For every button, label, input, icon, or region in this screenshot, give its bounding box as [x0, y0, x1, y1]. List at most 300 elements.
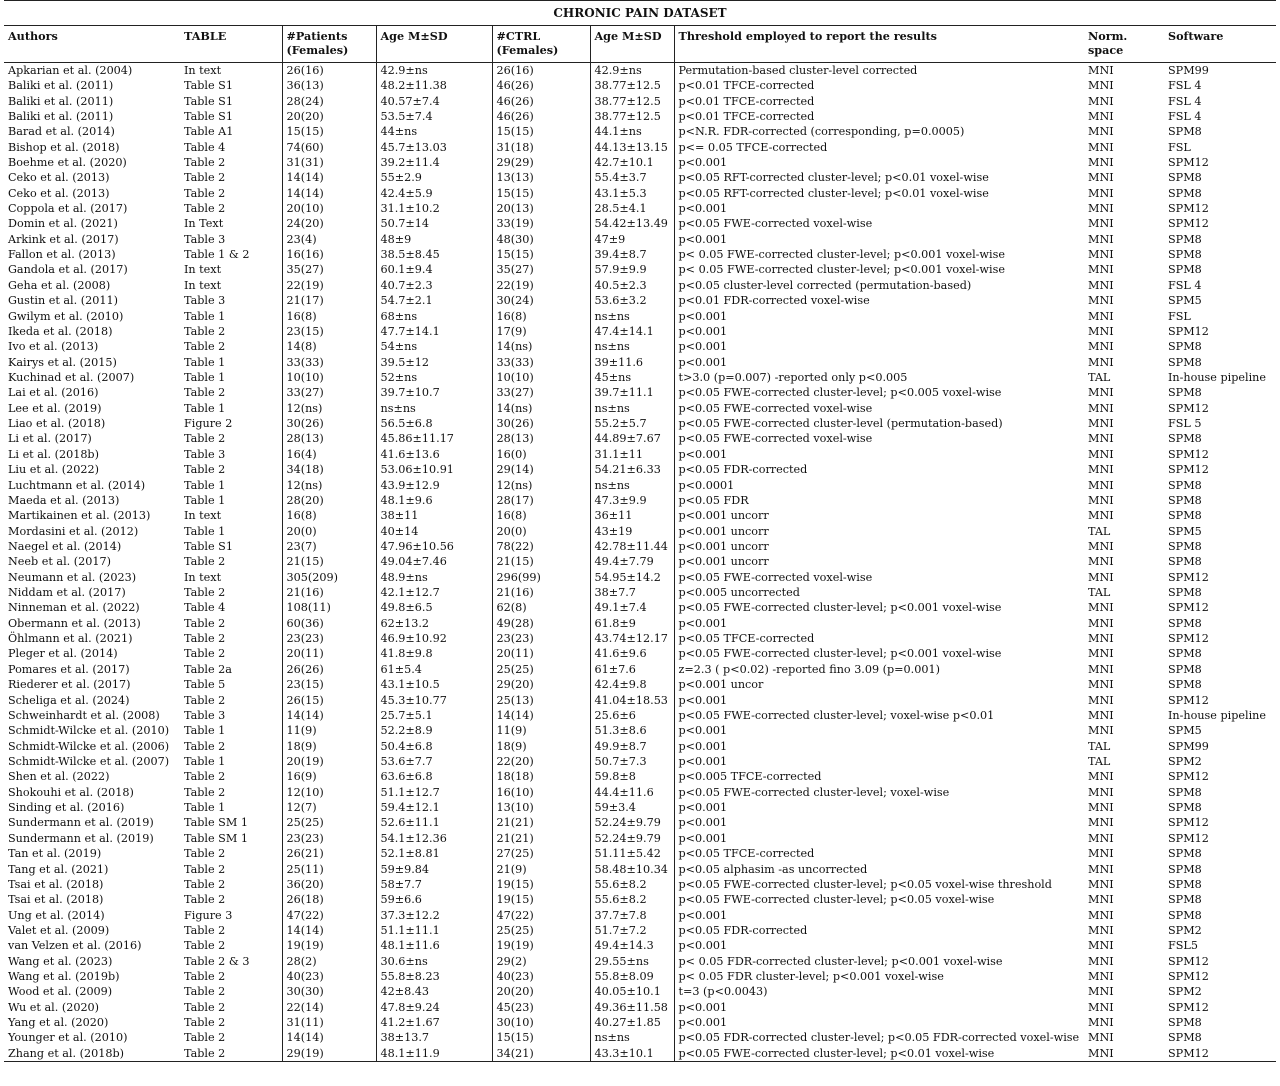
cell-controls-age: 55.8±8.09 — [590, 969, 674, 984]
cell-patients: 26(18) — [282, 892, 376, 907]
cell-table: Figure 2 — [184, 417, 233, 431]
cell-norm-space: MNI — [1088, 708, 1114, 722]
cell-norm-space: MNI — [1088, 570, 1114, 584]
cell-norm-space: MNI — [1088, 64, 1114, 77]
cell-controls-age: 49.9±8.7 — [590, 738, 674, 753]
cell-software: SPM8 — [1168, 1016, 1202, 1030]
cell-software: SPM8 — [1168, 847, 1202, 861]
cell-threshold: p<0.05 FWE-corrected voxel-wise — [674, 570, 1084, 585]
cell-table: Table 1 — [184, 754, 226, 768]
table-row — [4, 585, 1276, 600]
cell-software: SPM8 — [1168, 263, 1202, 277]
cell-software: SPM12 — [1168, 632, 1209, 646]
cell-controls-age: 42.7±10.1 — [590, 155, 674, 170]
cell-controls: 15(15) — [492, 186, 590, 201]
cell-author: Mordasini et al. (2012) — [8, 524, 139, 538]
cell-software: SPM8 — [1168, 386, 1202, 400]
cell-patients: 25(25) — [282, 815, 376, 830]
cell-table: Table 1 — [184, 355, 226, 369]
cell-table: Table 2 — [184, 893, 226, 907]
table-row — [4, 216, 1276, 231]
cell-patients-age: 41.8±9.8 — [376, 646, 492, 661]
cell-controls: 22(20) — [492, 754, 590, 769]
cell-norm-space: MNI — [1088, 340, 1114, 354]
cell-author: Barad et al. (2014) — [8, 125, 115, 139]
cell-controls: 25(13) — [492, 692, 590, 707]
cell-patients: 20(20) — [282, 109, 376, 124]
cell-controls: 14(ns) — [492, 401, 590, 416]
cell-table: Table 2 — [184, 939, 226, 953]
cell-table: Table 3 — [184, 447, 226, 461]
cell-patients: 12(ns) — [282, 401, 376, 416]
cell-threshold: p<0.001 — [674, 447, 1084, 462]
cell-table: In text — [184, 278, 222, 292]
cell-patients: 36(13) — [282, 78, 376, 93]
cell-table: Table 2 — [184, 1000, 226, 1014]
cell-controls-age: 28.5±4.1 — [590, 201, 674, 216]
cell-controls-age: 54.21±6.33 — [590, 462, 674, 477]
cell-controls: 296(99) — [492, 570, 590, 585]
table-row — [4, 846, 1276, 861]
cell-threshold: p<0.001 — [674, 308, 1084, 323]
cell-software: SPM99 — [1168, 64, 1209, 77]
cell-norm-space: MNI — [1088, 447, 1114, 461]
cell-software: SPM12 — [1168, 770, 1209, 784]
cell-controls: 29(29) — [492, 155, 590, 170]
cell-software: SPM2 — [1168, 754, 1202, 768]
cell-table: Table 1 — [184, 309, 226, 323]
cell-table: Table A1 — [184, 125, 234, 139]
cell-threshold: p<0.001 — [674, 354, 1084, 369]
cell-controls-age: 43.3±10.1 — [590, 1046, 674, 1062]
cell-patients-age: 52.2±8.9 — [376, 723, 492, 738]
cell-patients-age: 39.2±11.4 — [376, 155, 492, 170]
cell-author: Schmidt-Wilcke et al. (2007) — [8, 754, 170, 768]
cell-norm-space: MNI — [1088, 417, 1114, 431]
cell-patients: 29(19) — [282, 1046, 376, 1062]
cell-patients: 26(21) — [282, 846, 376, 861]
cell-controls-age: 61±7.6 — [590, 662, 674, 677]
cell-controls-age: 55.6±8.2 — [590, 877, 674, 892]
table-row — [4, 662, 1276, 677]
cell-author: Luchtmann et al. (2014) — [8, 478, 146, 492]
cell-table: Table 1 — [184, 493, 226, 507]
cell-patients: 22(19) — [282, 278, 376, 293]
cell-threshold: p<0.001 uncorr — [674, 539, 1084, 554]
table-row — [4, 938, 1276, 953]
cell-norm-space: MNI — [1088, 985, 1114, 999]
cell-software: SPM8 — [1168, 877, 1202, 891]
cell-patients-age: 25.7±5.1 — [376, 708, 492, 723]
cell-software: SPM12 — [1168, 324, 1209, 338]
cell-norm-space: MNI — [1088, 202, 1114, 216]
cell-norm-space: MNI — [1088, 125, 1114, 139]
cell-controls-age: 49.4±14.3 — [590, 938, 674, 953]
cell-controls: 33(19) — [492, 216, 590, 231]
cell-threshold: p<0.001 uncorr — [674, 523, 1084, 538]
cell-author: Neumann et al. (2023) — [8, 570, 137, 584]
cell-threshold: p<0.05 FWE-corrected cluster-level; p<0.05 voxel-wise threshold — [674, 877, 1084, 892]
table-row — [4, 401, 1276, 416]
cell-software: SPM8 — [1168, 647, 1202, 661]
cell-patients-age: 49.04±7.46 — [376, 554, 492, 569]
cell-controls: 47(22) — [492, 907, 590, 922]
table-row — [4, 139, 1276, 154]
cell-patients: 24(20) — [282, 216, 376, 231]
cell-patients-age: 48.2±11.38 — [376, 78, 492, 93]
cell-author: Niddam et al. (2017) — [8, 586, 126, 600]
cell-controls: 26(16) — [492, 63, 590, 79]
cell-controls: 46(26) — [492, 78, 590, 93]
table-row — [4, 539, 1276, 554]
cell-threshold: p<0.05 FWE-corrected cluster-level; p<0.01 voxel-wise — [674, 1046, 1084, 1062]
cell-software: SPM5 — [1168, 724, 1202, 738]
cell-patients-age: 48.1±9.6 — [376, 493, 492, 508]
cell-controls-age: 54.95±14.2 — [590, 570, 674, 585]
cell-norm-space: MNI — [1088, 539, 1114, 553]
cell-author: Ceko et al. (2013) — [8, 171, 110, 185]
cell-controls-age: ns±ns — [590, 308, 674, 323]
cell-table: Table 3 — [184, 294, 226, 308]
cell-table: Table 2 — [180, 1046, 282, 1062]
cell-patients-age: 44±ns — [376, 124, 492, 139]
cell-threshold: p< 0.05 FWE-corrected cluster-level; p<0.001 voxel-wise — [674, 262, 1084, 277]
cell-patients: 20(0) — [282, 523, 376, 538]
cell-author: Wood et al. (2009) — [8, 985, 113, 999]
cell-table: Table S1 — [184, 79, 233, 93]
cell-software: SPM12 — [1168, 217, 1209, 231]
cell-controls: 27(25) — [492, 846, 590, 861]
cell-author: Fallon et al. (2013) — [8, 248, 116, 262]
cell-table: In text — [184, 263, 222, 277]
cell-patients-age: 54±ns — [376, 339, 492, 354]
cell-patients-age: 42.4±5.9 — [376, 186, 492, 201]
cell-controls-age: 29.55±ns — [590, 953, 674, 968]
cell-patients-age: 55±2.9 — [376, 170, 492, 185]
cell-table: Table 2 — [184, 923, 226, 937]
cell-software: In-house pipeline — [1168, 371, 1266, 384]
cell-controls: 45(23) — [492, 1000, 590, 1015]
cell-controls-age: 40.27±1.85 — [590, 1015, 674, 1030]
cell-norm-space: MNI — [1088, 939, 1114, 953]
cell-norm-space: TAL — [1088, 371, 1111, 384]
cell-controls-age: 44.1±ns — [590, 124, 674, 139]
cell-author: Schweinhardt et al. (2008) — [8, 708, 160, 722]
table-row — [4, 247, 1276, 262]
cell-patients: 33(27) — [282, 385, 376, 400]
cell-author: Ung et al. (2014) — [8, 908, 105, 922]
cell-patients: 23(23) — [282, 631, 376, 646]
cell-patients-age: 42±8.43 — [376, 984, 492, 999]
cell-patients-age: 48.1±11.6 — [376, 938, 492, 953]
cell-table: Table 2 — [184, 386, 226, 400]
table-row — [4, 78, 1276, 93]
table-row — [4, 923, 1276, 938]
cell-controls: 18(9) — [492, 738, 590, 753]
cell-table: Table 2 — [184, 586, 226, 600]
cell-software: SPM2 — [1168, 923, 1202, 937]
cell-controls: 16(8) — [492, 508, 590, 523]
cell-author: Kuchinad et al. (2007) — [8, 371, 135, 384]
cell-patients-age: 42.9±ns — [376, 63, 492, 79]
cell-controls-age: 42.4±9.8 — [590, 677, 674, 692]
cell-software: SPM12 — [1168, 155, 1209, 169]
cell-patients-age: 62±13.2 — [376, 616, 492, 631]
cell-threshold: p<0.001 — [674, 907, 1084, 922]
cell-threshold: p<0.05 FWE-corrected cluster-level; voxel-wise p<0.01 — [674, 708, 1084, 723]
cell-author: Geha et al. (2008) — [8, 278, 111, 292]
cell-patients: 108(11) — [282, 600, 376, 615]
cell-table: Table 2 — [184, 647, 226, 661]
cell-table: Table 1 — [184, 478, 226, 492]
cell-table: Table 2 — [184, 463, 226, 477]
cell-patients: 47(22) — [282, 907, 376, 922]
table-row — [4, 631, 1276, 646]
cell-patients: 26(26) — [282, 662, 376, 677]
cell-norm-space: MNI — [1088, 478, 1114, 492]
table-row — [4, 262, 1276, 277]
cell-norm-space: MNI — [1088, 877, 1114, 891]
cell-patients-age: 38±13.7 — [376, 1030, 492, 1045]
table-row — [4, 339, 1276, 354]
cell-norm-space: MNI — [1088, 309, 1114, 323]
cell-patients-age: 38±11 — [376, 508, 492, 523]
cell-patients: 20(10) — [282, 201, 376, 216]
cell-table: Table 2 — [184, 693, 226, 707]
cell-threshold: t>3.0 (p=0.007) -reported only p<0.005 — [674, 370, 1084, 385]
cell-patients-age: 50.7±14 — [376, 216, 492, 231]
cell-table: Table 5 — [184, 678, 226, 692]
cell-author: Domin et al. (2021) — [8, 217, 118, 231]
cell-author: Baliki et al. (2011) — [8, 94, 114, 108]
cell-patients-age: 51.1±11.1 — [376, 923, 492, 938]
cell-patients: 16(4) — [282, 447, 376, 462]
cell-software: SPM8 — [1168, 662, 1202, 676]
cell-norm-space: MNI — [1088, 248, 1114, 262]
cell-patients-age: 68±ns — [376, 308, 492, 323]
cell-software: In-house pipeline — [1168, 708, 1266, 722]
cell-controls-age: 49.4±7.79 — [590, 554, 674, 569]
cell-author: Apkarian et al. (2004) — [8, 64, 133, 77]
table-row — [4, 754, 1276, 769]
cell-patients: 30(26) — [282, 416, 376, 431]
cell-threshold: p<0.001 — [674, 1015, 1084, 1030]
cell-patients: 22(14) — [282, 1000, 376, 1015]
cell-threshold: p<0.001 uncorr — [674, 554, 1084, 569]
cell-patients-age: 52.1±8.81 — [376, 846, 492, 861]
cell-patients: 25(11) — [282, 861, 376, 876]
cell-author: Shokouhi et al. (2018) — [8, 785, 134, 799]
cell-software: FSL 4 — [1168, 94, 1202, 108]
cell-patients-age: 45.7±13.03 — [376, 139, 492, 154]
cell-software: SPM5 — [1168, 294, 1202, 308]
cell-patients-age: 52±ns — [376, 370, 492, 385]
cell-norm-space: MNI — [1088, 186, 1114, 200]
cell-software: FSL 5 — [1168, 417, 1202, 431]
cell-controls-age: 59±3.4 — [590, 800, 674, 815]
cell-norm-space: MNI — [1088, 355, 1114, 369]
cell-threshold: p<0.05 cluster-level corrected (permutation-based) — [674, 278, 1084, 293]
cell-norm-space: MNI — [1088, 601, 1114, 615]
cell-controls: 11(9) — [492, 723, 590, 738]
table-row — [4, 1015, 1276, 1030]
cell-controls: 62(8) — [492, 600, 590, 615]
cell-patients-age: 43.9±12.9 — [376, 477, 492, 492]
cell-controls: 15(15) — [492, 1030, 590, 1045]
cell-threshold: p<0.05 FWE-corrected cluster-level; p<0.005 voxel-wise — [674, 385, 1084, 400]
cell-author: Ikeda et al. (2018) — [8, 324, 113, 338]
cell-threshold: p<0.001 — [674, 155, 1084, 170]
cell-controls-age: 50.7±7.3 — [590, 754, 674, 769]
cell-software: SPM8 — [1168, 908, 1202, 922]
cell-norm-space: MNI — [1088, 109, 1114, 123]
cell-threshold: p<0.05 FWE-corrected cluster-level; voxel-wise — [674, 785, 1084, 800]
cell-threshold: p<0.001 uncor — [674, 677, 1084, 692]
cell-controls: 46(26) — [492, 93, 590, 108]
cell-author: Shen et al. (2022) — [8, 770, 110, 784]
cell-threshold: p<0.001 — [674, 738, 1084, 753]
cell-threshold: z=2.3 ( p<0.02) -reported fino 3.09 (p=0.001) — [674, 662, 1084, 677]
table-row — [4, 431, 1276, 446]
cell-table: Table 2 — [184, 155, 226, 169]
cell-controls-age: 47.4±14.1 — [590, 324, 674, 339]
header-table: TABLE — [180, 26, 282, 63]
cell-norm-space: MNI — [1088, 386, 1114, 400]
cell-patients-age: 39.7±10.7 — [376, 385, 492, 400]
cell-table: Table 1 — [184, 524, 226, 538]
cell-patients-age: 48.1±11.9 — [376, 1046, 492, 1062]
cell-threshold: p<0.005 uncorrected — [674, 585, 1084, 600]
cell-controls-age: 40.5±2.3 — [590, 278, 674, 293]
cell-norm-space: MNI — [1084, 1046, 1164, 1062]
cell-author: Sundermann et al. (2019) — [8, 816, 154, 830]
cell-controls: 21(21) — [492, 831, 590, 846]
cell-controls-age: 31.1±11 — [590, 447, 674, 462]
cell-norm-space: MNI — [1088, 970, 1114, 984]
cell-table: Table 1 — [184, 371, 226, 384]
cell-controls: 18(18) — [492, 769, 590, 784]
cell-patients-age: 31.1±10.2 — [376, 201, 492, 216]
cell-threshold: p<0.01 TFCE-corrected — [674, 109, 1084, 124]
cell-patients-age: 51.1±12.7 — [376, 785, 492, 800]
cell-controls: 17(9) — [492, 324, 590, 339]
cell-author: Tang et al. (2021) — [8, 862, 109, 876]
cell-patients-age: 59.4±12.1 — [376, 800, 492, 815]
cell-patients-age: 53.5±7.4 — [376, 109, 492, 124]
cell-controls: 12(ns) — [492, 477, 590, 492]
cell-controls: 31(18) — [492, 139, 590, 154]
cell-patients: 31(31) — [282, 155, 376, 170]
cell-controls: 34(21) — [492, 1046, 590, 1062]
cell-norm-space: MNI — [1088, 616, 1114, 630]
cell-patients: 35(27) — [282, 262, 376, 277]
cell-controls-age: 40.05±10.1 — [590, 984, 674, 999]
cell-patients-age: 58±7.7 — [376, 877, 492, 892]
cell-norm-space: MNI — [1088, 647, 1114, 661]
cell-threshold: p<0.05 FWE-corrected voxel-wise — [674, 401, 1084, 416]
cell-controls-age: 44.13±13.15 — [590, 139, 674, 154]
cell-author: Sinding et al. (2016) — [8, 801, 125, 815]
cell-patients-age: 46.9±10.92 — [376, 631, 492, 646]
cell-patients: 15(15) — [282, 124, 376, 139]
table-row — [4, 201, 1276, 216]
header-threshold: Threshold employed to report the results — [674, 26, 1084, 63]
cell-norm-space: MNI — [1088, 171, 1114, 185]
cell-norm-space: MNI — [1088, 94, 1114, 108]
cell-software: SPM8 — [1168, 186, 1202, 200]
cell-table: In text — [184, 509, 222, 523]
cell-controls-age: 44.4±11.6 — [590, 785, 674, 800]
cell-author: Riederer et al. (2017) — [8, 678, 131, 692]
table-caption: CHRONIC PAIN DATASET — [4, 0, 1276, 25]
cell-software: SPM8 — [1168, 801, 1202, 815]
cell-patients: 23(23) — [282, 831, 376, 846]
cell-patients: 28(13) — [282, 431, 376, 446]
cell-software: SPM8 — [1168, 893, 1202, 907]
cell-threshold: p<N.R. FDR-corrected (corresponding, p=0.0005) — [674, 124, 1084, 139]
cell-threshold: p<0.05 TFCE-corrected — [674, 846, 1084, 861]
cell-threshold: p<0.001 — [674, 1000, 1084, 1015]
cell-controls-age: 49.36±11.58 — [590, 1000, 674, 1015]
cell-controls-age: 51.3±8.6 — [590, 723, 674, 738]
cell-patients: 12(10) — [282, 785, 376, 800]
cell-norm-space: MNI — [1088, 632, 1114, 646]
cell-controls: 20(0) — [492, 523, 590, 538]
cell-controls-age: 43±19 — [590, 523, 674, 538]
table-row — [4, 723, 1276, 738]
cell-threshold: p<0.05 FDR — [674, 493, 1084, 508]
cell-table: Table 2 — [184, 985, 226, 999]
cell-table: Table 2 — [184, 202, 226, 216]
cell-software: SPM8 — [1168, 862, 1202, 876]
table-row — [4, 953, 1276, 968]
cell-software: SPM12 — [1168, 693, 1209, 707]
table-row — [4, 124, 1276, 139]
cell-controls-age: ns±ns — [590, 401, 674, 416]
header-software: Software — [1164, 26, 1276, 63]
cell-norm-space: MNI — [1088, 801, 1114, 815]
cell-patients-age: 49.8±6.5 — [376, 600, 492, 615]
cell-table: Table S1 — [184, 109, 233, 123]
table-row — [4, 324, 1276, 339]
cell-controls-age: 47.3±9.9 — [590, 493, 674, 508]
table-row — [4, 677, 1276, 692]
cell-controls: 30(10) — [492, 1015, 590, 1030]
cell-author: Tsai et al. (2018) — [8, 893, 104, 907]
cell-threshold: p<0.001 — [674, 616, 1084, 631]
cell-norm-space: TAL — [1088, 739, 1111, 753]
cell-table: Table 2 — [184, 739, 226, 753]
cell-norm-space: MNI — [1088, 954, 1114, 968]
cell-threshold: p<0.005 TFCE-corrected — [674, 769, 1084, 784]
table-row — [4, 354, 1276, 369]
cell-patients-age: 59±6.6 — [376, 892, 492, 907]
cell-controls: 16(8) — [492, 308, 590, 323]
cell-patients-age: 43.1±10.5 — [376, 677, 492, 692]
table-row — [4, 155, 1276, 170]
cell-table: Table 2a — [184, 662, 232, 676]
cell-norm-space: MNI — [1088, 785, 1114, 799]
cell-table: Table 2 — [184, 847, 226, 861]
cell-patients-age: 56.5±6.8 — [376, 416, 492, 431]
cell-patients-age: 48±9 — [376, 232, 492, 247]
cell-norm-space: MNI — [1088, 155, 1114, 169]
cell-patients: 40(23) — [282, 969, 376, 984]
cell-patients: 11(9) — [282, 723, 376, 738]
cell-software: SPM12 — [1164, 1046, 1276, 1062]
cell-author: Bishop et al. (2018) — [8, 140, 120, 154]
cell-software: SPM12 — [1168, 401, 1209, 415]
